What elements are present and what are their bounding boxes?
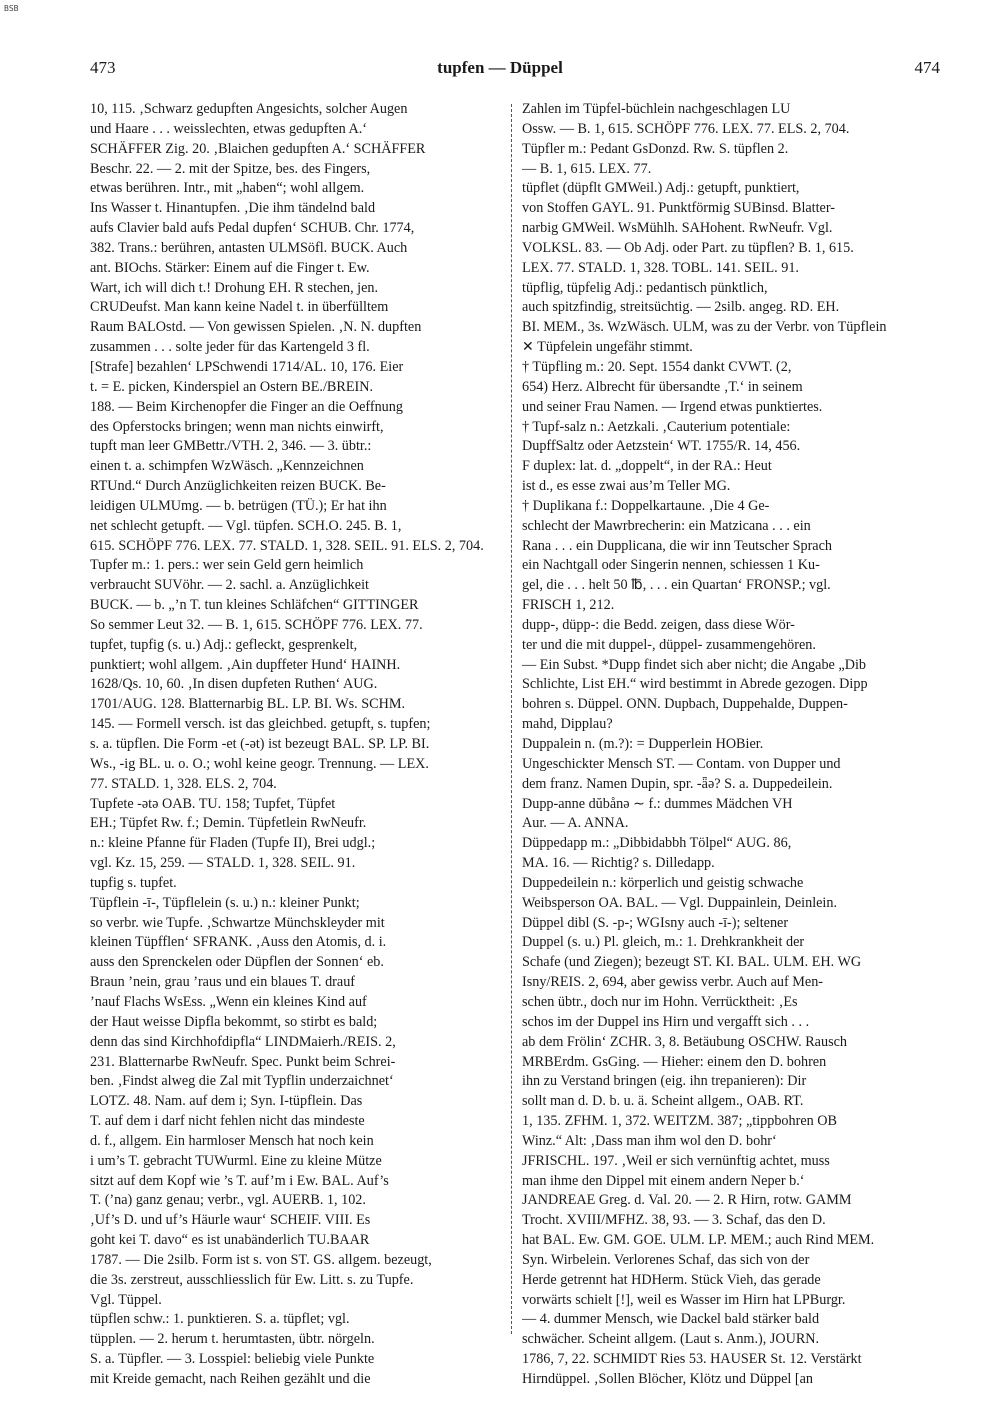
text-line: 77. STALD. 1, 328. ELS. 2, 704.	[90, 775, 277, 792]
text-line: und seiner Frau Namen. — Irgend etwas punktiertes.	[522, 398, 823, 415]
text-line: Dupp-anne dŭbånə ∼ f.: dummes Mädchen VH	[522, 795, 793, 812]
text-line: der Haut weisse Dipfla bekommt, so stirbt es bald;	[90, 1013, 378, 1030]
text-line: — 4. dummer Mensch, wie Dackel bald stärker bald	[522, 1311, 820, 1328]
text-line: Ws., -ig BL. u. o. O.; wohl keine geogr. Trennung. — LEX.	[90, 755, 429, 772]
text-line: bohren s. Düppel. ONN. Dupbach, Duppehalde, Duppen-	[522, 696, 848, 713]
text-line: von Stoffen GAYL. 91. Punktförmig SUBinsd. Blatter-	[522, 200, 836, 217]
text-line: Schafe (und Ziegen); bezeugt ST. KI. BAL. ULM. EH. WG	[522, 954, 862, 971]
text-line: — B. 1, 615. LEX. 77.	[522, 160, 652, 177]
text-line: n.: kleine Pfanne für Fladen (Tupfe II), Brei udgl.;	[90, 835, 376, 852]
text-line: SCHÄFFER Zig. 20. ‚Blaichen gedupften A.‘ SCHÄFFER	[90, 140, 426, 157]
text-line: Beschr. 22. — 2. mit der Spitze, bes. des Fingers,	[90, 160, 371, 177]
text-line: S. a. Tüpfler. — 3. Losspiel: beliebig viele Punkte	[90, 1351, 375, 1368]
text-line: gel, die . . . helt 50 ℔, . . . ein Quartan‘ FRONSP.; vgl.	[522, 577, 831, 594]
text-line: leidigen ULMUmg. — b. betrügen (TÜ.); Er hat ihn	[90, 497, 387, 514]
text-line: Herde getrennt hat HDHerm. Stück Vieh, das gerade	[522, 1271, 821, 1288]
text-line: Hirndüppel. ‚Sollen Blöcher, Klötz und Düppel [an	[522, 1371, 814, 1387]
page-number-right: 474	[914, 58, 940, 77]
text-line: und Haare . . . weisslechten, etwas gedupften A.‘	[90, 120, 367, 137]
text-line: 145. — Formell versch. ist das gleichbed. getupft, s. tupfen;	[90, 716, 431, 733]
text-line: VOLKSL. 83. — Ob Adj. oder Part. zu tüpflen? B. 1, 615.	[522, 239, 854, 256]
text-line: schos im der Duppel ins Hirn und vergafft sich . . .	[522, 1013, 810, 1030]
text-line: einen t. a. schimpfen WzWäsch. „Kennzeichnen	[90, 458, 364, 475]
text-line: Tupfer m.: 1. pers.: wer sein Geld gern heimlich	[90, 557, 364, 574]
text-line: i um’s T. gebracht TUWurml. Eine zu kleine Mütze	[90, 1152, 382, 1169]
text-line: F duplex: lat. d. „doppelt“, in der RA.: Heut	[522, 458, 772, 475]
page-number-left: 473	[90, 58, 116, 77]
text-line: LEX. 77. STALD. 1, 328. TOBL. 141. SEIL. 91.	[522, 259, 799, 276]
text-line: 615. SCHÖPF 776. LEX. 77. STALD. 1, 328. SEIL. 91. ELS. 2, 704.	[90, 537, 484, 554]
text-line: T. auf dem i darf nicht fehlen nicht das mindeste	[90, 1113, 365, 1130]
text-line: [Strafe] bezahlen‘ LPSchwendi 1714/AL. 10, 176. Eier	[90, 358, 404, 375]
text-line: Ins Wasser t. Hinantupfen. ‚Die ihm tändelnd bald	[90, 200, 376, 217]
text-line: LOTZ. 48. Nam. auf dem i; Syn. I-tüpflein. Das	[90, 1093, 363, 1110]
text-line: goht kei T. davo“ es ist unabänderlich TU.BAAR	[90, 1232, 370, 1249]
text-line: 654) Herz. Albrecht für übersandte ‚T.‘ in seinem	[522, 378, 803, 395]
text-line: Ossw. — B. 1, 615. SCHÖPF 776. LEX. 77. ELS. 2, 704.	[522, 120, 850, 137]
page-header	[60, 58, 940, 82]
text-line: des Opferstocks bringen; wenn man nichts einwirft,	[90, 418, 384, 435]
text-line: ab dem Frölin‘ ZCHR. 3, 8. Betäubung OSCHW. Rausch	[522, 1033, 847, 1050]
text-line: EH.; Tüpfet Rw. f.; Demin. Tüpfetlein RwNeufr.	[90, 815, 367, 832]
text-line: † Tüpfling m.: 20. Sept. 1554 dankt CVWT. (2,	[522, 358, 792, 375]
text-line: Duppedeilein n.: körperlich und geistig schwache	[522, 874, 804, 891]
text-line: 1701/AUG. 128. Blatternarbig BL. LP. BI. Ws. SCHM.	[90, 696, 406, 713]
text-line: 1628/Qs. 10, 60. ‚In disen dupfeten Ruthen‘ AUG.	[90, 676, 378, 693]
text-line: 1787. — Die 2silb. Form ist s. von ST. GS. allgem. bezeugt,	[90, 1251, 432, 1268]
page-title: tupfen — Düppel	[437, 58, 563, 77]
text-line: DupffSaltz oder Aetzstein‘ WT. 1755/R. 14, 456.	[522, 438, 801, 455]
text-line: ant. BIOchs. Stärker: Einem auf die Finger t. Ew.	[90, 259, 370, 276]
text-line: 10, 115. ‚Schwarz gedupften Angesichts, solcher Augen	[90, 101, 408, 117]
text-line: schlecht der Mawrbrecherin: ein Matzicana . . . ein	[522, 517, 811, 534]
text-line: tüpflen schw.: 1. punktieren. S. a. tüpflet; vgl.	[90, 1311, 350, 1328]
text-line: tupfet, tupfig (s. u.) Adj.: gefleckt, gesprenkelt,	[90, 636, 358, 653]
text-line: Schlichte, List EH.“ wird bestimmt in Abrede gezogen. Dipp	[522, 676, 868, 693]
text-line: kleinen Tüpfflen‘ SFRANK. ‚Auss den Atomis, d. i.	[90, 934, 387, 951]
text-line: JANDREAE Greg. d. Val. 20. — 2. R Hirn, rotw. GAMM	[522, 1192, 852, 1209]
text-line: vgl. Kz. 15, 259. — STALD. 1, 328. SEIL. 91.	[90, 855, 356, 872]
text-line: ’nauf Flachs WsEss. „Wenn ein kleines Kind auf	[90, 993, 367, 1010]
text-line: mit Kreide gemacht, nach Reihen gezählt und die	[90, 1371, 371, 1387]
text-line: T. (’na) ganz genau; verbr., vgl. AUERB. 1, 102.	[90, 1192, 366, 1209]
text-line: Isny/REIS. 2, 694, aber gewiss verbr. Auch auf Men-	[522, 974, 824, 991]
text-line: FRISCH 1, 212.	[522, 597, 615, 614]
text-line: BI. MEM., 3s. WzWäsch. ULM, was zu der Verbr. von Tüpflein	[522, 319, 887, 336]
text-line: ‚Uf’s D. und uf’s Häurle waur‘ SCHEIF. VIII. Es	[90, 1212, 371, 1229]
text-line: Aur. — A. ANNA.	[522, 815, 629, 832]
text-line: — Ein Subst. *Dupp findet sich aber nicht; die Angabe „Dib	[522, 656, 866, 673]
text-line: Duppel (s. u.) Pl. gleich, m.: 1. Drehkrankheit der	[522, 934, 805, 951]
text-line: Trocht. XVIII/MFHZ. 38, 93. — 3. Schaf, das den D.	[522, 1212, 826, 1229]
text-line: Vgl. Tüppel.	[90, 1291, 162, 1308]
text-line: schwächer. Scheint allgem. (Laut s. Anm.), JOURN.	[522, 1331, 820, 1348]
text-line: zusammen . . . solte jeder für das Kartengeld 3 fl.	[90, 339, 370, 356]
text-line: mahd, Dipplau?	[522, 716, 613, 733]
left-column	[90, 100, 502, 1387]
text-line: so verbr. wie Tupfe. ‚Schwartze Münchskleyder mit	[90, 914, 385, 931]
text-line: Tupfete -ətə OAB. TU. 158; Tupfet, Tüpfet	[90, 795, 336, 812]
text-line: aufs Clavier bald aufs Pedal dupfen‘ SCHUB. Chr. 1774,	[90, 220, 415, 237]
text-line: ben. ‚Findst alweg die Zal mit Typflin underzaichnet‘	[90, 1073, 394, 1090]
text-line: Zahlen im Tüpfel-büchlein nachgeschlagen LU	[522, 101, 791, 117]
text-line: die 3s. zerstreut, ausschliesslich für Ew. Litt. s. zu Tupfe.	[90, 1271, 414, 1288]
text-line: Syn. Wirbelein. Verlorenes Schaf, das sich von der	[522, 1251, 810, 1268]
text-line: Braun ’nein, grau ’raus und ein blaues T. drauf	[90, 974, 356, 991]
text-line: denn das sind Kirchhofdipfla“ LINDMaierh./REIS. 2,	[90, 1033, 396, 1050]
text-line: ist d., es esse zwai aus’m Teller MG.	[522, 478, 731, 495]
text-line: Rana . . . ein Dupplicana, die wir inn Teutscher Sprach	[522, 537, 832, 554]
text-line: † Duplikana f.: Doppelkartaune. ‚Die 4 Ge-	[522, 497, 770, 514]
text-line: man ihme den Dippel mit einem andern Neper b.‘	[522, 1172, 805, 1189]
text-line: dem franz. Namen Dupin, spr. -ǟǝ? S. a. Duppedeilein.	[522, 775, 833, 792]
text-line: Duppalein n. (m.?): = Dupperlein HOBier.	[522, 736, 764, 752]
text-line: 1, 135. ZFHM. 1, 372. WEITZM. 387; „tippbohren OB	[522, 1113, 837, 1130]
column-divider	[511, 104, 512, 1334]
text-line: RTUnd.“ Durch Anzüglichkeiten reizen BUCK. Be-	[90, 478, 386, 495]
text-line: MRBErdm. GsGing. — Hieher: einem den D. bohren	[522, 1053, 827, 1070]
text-line: tüpplen. — 2. herum t. herumtasten, übtr. nörgeln.	[90, 1331, 375, 1348]
text-line: tüpflig, tüpfelig Adj.: pedantisch pünktlich,	[522, 279, 768, 296]
text-line: hat BAL. Ew. GM. GOE. ULM. LP. MEM.; auch Rind MEM.	[522, 1232, 875, 1249]
text-line: Tüpflein -ī-, Tüpflelein (s. u.) n.: kleiner Punkt;	[90, 894, 360, 911]
text-line: Weibsperson OA. BAL. — Vgl. Duppainlein, Deinlein.	[522, 894, 838, 911]
text-line: Düppel dibl (S. -p-; WGIsny auch -ī-); seltener	[522, 914, 789, 931]
text-line: ✕ Tüpfelein ungefähr stimmt.	[522, 339, 693, 356]
text-line: etwas berühren. Intr., mit „haben“; wohl allgem.	[90, 180, 365, 197]
text-line: CRUDeufst. Man kann keine Nadel t. in überfülltem	[90, 299, 389, 316]
text-line: MA. 16. — Richtig? s. Dilledapp.	[522, 855, 715, 872]
text-line: sitzt auf dem Kopf wie ’s T. auf’m i Ew. BAL. Auf’s	[90, 1172, 389, 1189]
text-line: auss den Sprenckelen oder Düpflen der Sonnen‘ eb.	[90, 954, 384, 971]
text-line: tupft man leer GMBettr./VTH. 2, 346. — 3. übtr.:	[90, 438, 372, 455]
text-line: d. f., allgem. Ein harmloser Mensch hat noch kein	[90, 1132, 374, 1149]
text-line: 231. Blatternarbe RwNeufr. Spec. Punkt beim Schrei-	[90, 1053, 396, 1070]
text-line: sollt man d. D. b. u. ä. Scheint allgem., OAB. RT.	[522, 1093, 804, 1110]
text-line: ter und die mit duppel-, düppel- zusammengehören.	[522, 636, 816, 653]
text-line: 188. — Beim Kirchenopfer die Finger an die Oeffnung	[90, 398, 403, 415]
text-line: Raum BALOstd. — Von gewissen Spielen. ‚N. N. dupften	[90, 319, 422, 336]
text-line: 382. Trans.: berühren, antasten ULMSöfl. BUCK. Auch	[90, 239, 408, 256]
text-line: ein Nachtgall oder Singerin nennen, schiessen 1 Ku-	[522, 557, 820, 574]
right-column	[522, 100, 940, 1387]
text-line: net schlecht getupft. — Vgl. tüpfen. SCH.O. 245. B. 1,	[90, 517, 402, 534]
text-line: dupp-, düpp-: die Bedd. zeigen, dass diese Wör-	[522, 616, 795, 633]
text-line: Winz.“ Alt: ‚Dass man ihm wol den D. bohr‘	[522, 1132, 777, 1149]
text-line: BUCK. — b. „’n T. tun kleines Schläfchen“ GITTINGER	[90, 597, 419, 614]
text-line: JFRISCHL. 197. ‚Weil er sich vernünftig achtet, muss	[522, 1152, 830, 1169]
text-line: s. a. tüpflen. Die Form -et (-ət) ist bezeugt BAL. SP. LP. BI.	[90, 736, 430, 752]
text-line: Tüpfler m.: Pedant GsDonzd. Rw. S. tüpflen 2.	[522, 140, 789, 157]
text-line: tüpflet (düpflt GMWeil.) Adj.: getupft, punktiert,	[522, 180, 800, 197]
text-line: auch spitzfindig, streitsüchtig. — 2silb. angeg. RD. EH.	[522, 299, 840, 316]
text-line: t. = E. picken, Kinderspiel an Ostern BE./BREIN.	[90, 378, 374, 395]
text-line: So semmer Leut 32. — B. 1, 615. SCHÖPF 776. LEX. 77.	[90, 616, 423, 633]
text-line: Ungeschickter Mensch ST. — Contam. von Dupper und	[522, 755, 841, 772]
text-line: 1786, 7, 22. SCHMIDT Ries 53. HAUSER St. 12. Verstärkt	[522, 1351, 862, 1368]
text-line: punktiert; wohl allgem. ‚Ain dupffeter Hund‘ HAINH.	[90, 656, 401, 673]
text-line: † Tupf-salz n.: Aetzkali. ‚Cauterium potentiale:	[522, 418, 791, 435]
library-stamp: BSB	[4, 4, 19, 13]
text-line: Wart, ich will dich t.! Drohung EH. R stechen, jen.	[90, 279, 379, 296]
text-line: tupfig s. tupfet.	[90, 874, 177, 891]
text-line: ihn zu Verstand bringen (eig. ihn trepanieren): Dir	[522, 1073, 807, 1090]
text-line: narbig GMWeil. WsMühlh. SAHohent. RwNeufr. Vgl.	[522, 220, 833, 237]
text-line: vorwärts schielt [!], weil es Wasser im Hirn hat LPBurgr.	[522, 1291, 846, 1308]
text-line: verbraucht SUVöhr. — 2. sachl. a. Anzüglichkeit	[90, 577, 369, 594]
text-line: schen übtr., doch nur im Hohn. Verrücktheit: ‚Es	[522, 993, 798, 1010]
text-line: Düppedapp m.: „Dibbidabbh Tölpel“ AUG. 86,	[522, 835, 792, 852]
